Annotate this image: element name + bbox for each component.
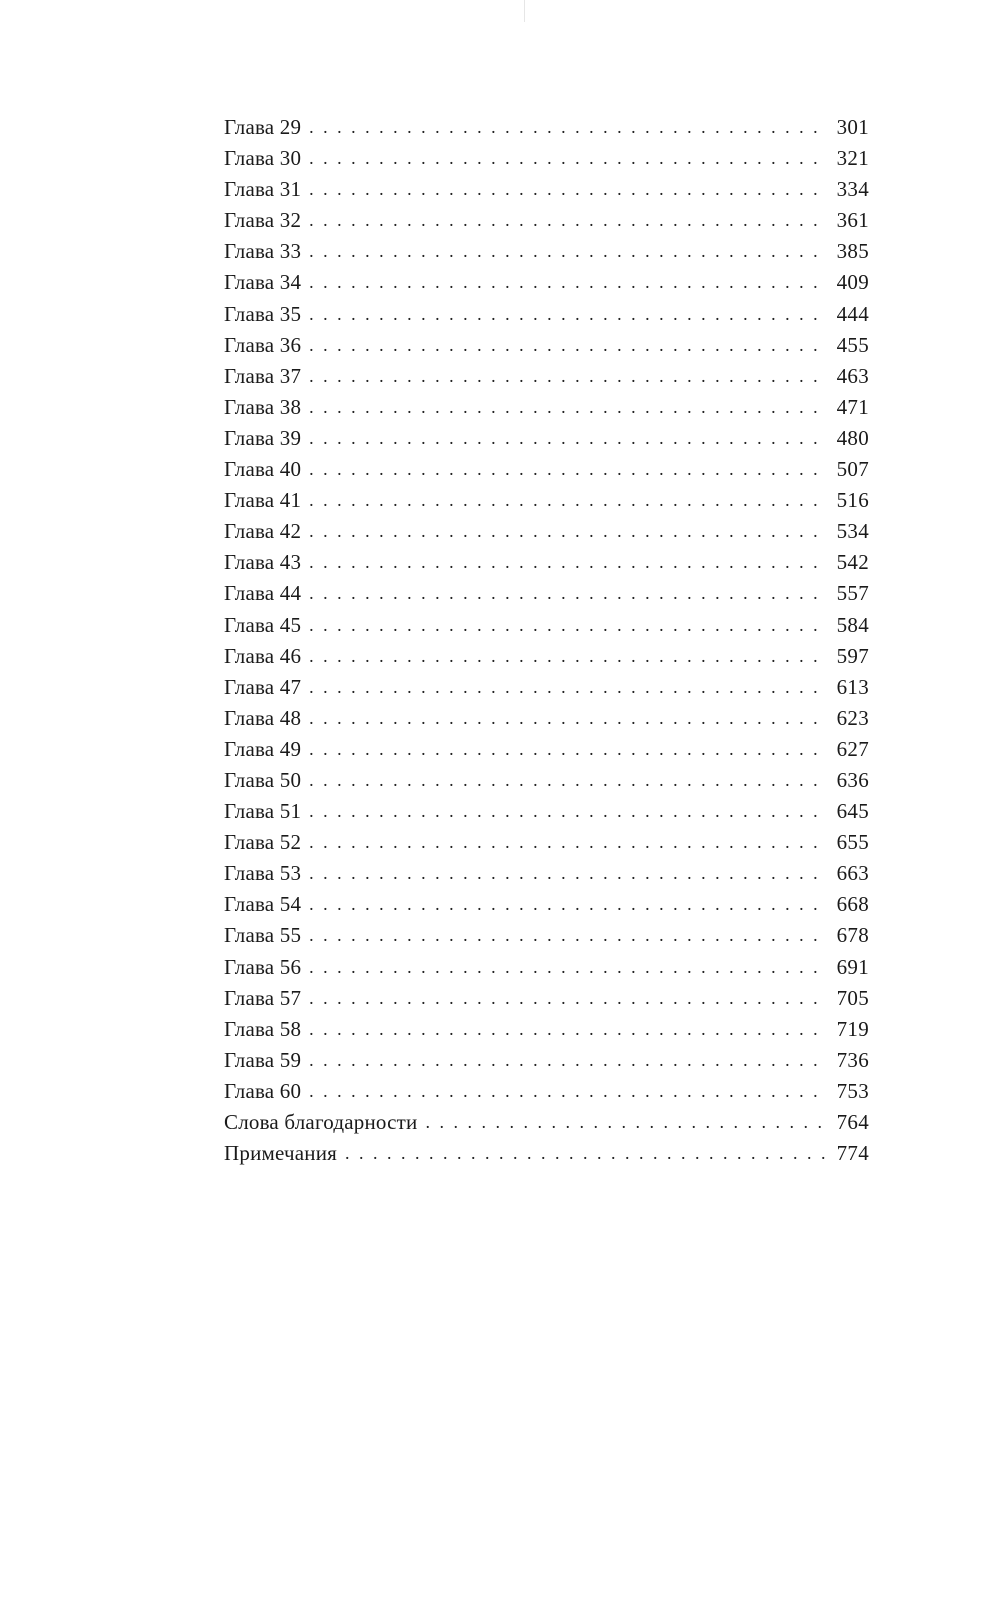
toc-entry-page-number: 334 [836, 177, 869, 202]
toc-entry-page-number: 753 [836, 1078, 869, 1103]
toc-entry-page-number: 361 [836, 208, 869, 233]
toc-entry-title: Глава 48 [224, 705, 302, 730]
dot-leader [309, 765, 825, 796]
toc-entry [224, 174, 869, 205]
toc-entry-title: Глава 38 [224, 394, 302, 419]
dot-leader [309, 516, 825, 547]
toc-entry-page-number: 557 [836, 581, 869, 606]
dot-leader [345, 1138, 825, 1169]
dot-leader [309, 827, 825, 858]
toc-entry [224, 392, 869, 423]
toc-entry [224, 516, 869, 547]
toc-entry-title: Глава 58 [224, 1016, 302, 1041]
toc-entry-title: Глава 56 [224, 954, 302, 979]
dot-leader [309, 983, 825, 1014]
toc-entry-page-number: 636 [836, 767, 869, 792]
dot-leader [309, 485, 825, 516]
toc-entry [224, 485, 869, 516]
toc-entry [224, 299, 869, 330]
toc-entry-title: Глава 57 [224, 985, 302, 1010]
toc-entry [224, 1076, 869, 1107]
dot-leader [309, 299, 825, 330]
toc-entry-page-number: 455 [836, 332, 869, 357]
toc-entry-page-number: 385 [836, 239, 869, 264]
toc-entry-title: Глава 47 [224, 674, 302, 699]
toc-entry-title: Глава 31 [224, 177, 302, 202]
toc-entry-page-number: 534 [836, 519, 869, 544]
toc-entry [224, 952, 869, 983]
toc-entry [224, 889, 869, 920]
toc-entry [224, 641, 869, 672]
toc-entry-page-number: 774 [836, 1141, 869, 1166]
toc-entry-title: Глава 44 [224, 581, 302, 606]
dot-leader [309, 361, 825, 392]
toc-entry-page-number: 663 [836, 861, 869, 886]
dot-leader [309, 547, 825, 578]
toc-entry [224, 361, 869, 392]
dot-leader [309, 796, 825, 827]
dot-leader [309, 143, 825, 174]
toc-entry [224, 858, 869, 889]
dot-leader [309, 578, 825, 609]
toc-entry-title: Глава 54 [224, 892, 302, 917]
toc-entry [224, 672, 869, 703]
toc-entry [224, 205, 869, 236]
toc-entry-page-number: 719 [836, 1016, 869, 1041]
toc-entry-title: Глава 39 [224, 425, 302, 450]
toc-entry [224, 112, 869, 143]
toc-entry-title: Глава 40 [224, 457, 302, 482]
toc-entry [224, 703, 869, 734]
toc-entry-page-number: 409 [836, 270, 869, 295]
toc-entry-page-number: 668 [836, 892, 869, 917]
toc-entry-title: Глава 55 [224, 923, 302, 948]
toc-entry [224, 610, 869, 641]
dot-leader [309, 1014, 825, 1045]
toc-entry [224, 454, 869, 485]
toc-entry-page-number: 542 [836, 550, 869, 575]
toc-entry [224, 765, 869, 796]
dot-leader [309, 267, 825, 298]
toc-entry-title: Глава 52 [224, 830, 302, 855]
toc-entry-page-number: 463 [836, 363, 869, 388]
toc-entry [224, 267, 869, 298]
toc-entry-page-number: 597 [836, 643, 869, 668]
toc-entry-title: Глава 59 [224, 1047, 302, 1072]
toc-entry-title: Глава 32 [224, 208, 302, 233]
toc-entry-page-number: 645 [836, 799, 869, 824]
toc-entry-page-number: 691 [836, 954, 869, 979]
toc-entry-title: Глава 46 [224, 643, 302, 668]
toc-entry-title: Глава 60 [224, 1078, 302, 1103]
dot-leader [309, 920, 825, 951]
toc-entry [224, 578, 869, 609]
toc-entry-title: Глава 35 [224, 301, 302, 326]
dot-leader [309, 952, 825, 983]
toc-entry-title: Глава 50 [224, 767, 302, 792]
toc-entry [224, 1045, 869, 1076]
toc-entry [224, 796, 869, 827]
toc-entry-title: Глава 36 [224, 332, 302, 357]
toc-entry-title: Глава 34 [224, 270, 302, 295]
toc-entry-title: Слова благодарности [224, 1110, 418, 1134]
dot-leader [309, 236, 825, 267]
dot-leader [309, 641, 825, 672]
toc-entry [224, 1107, 869, 1138]
toc-entry-page-number: 764 [836, 1110, 869, 1134]
dot-leader [309, 392, 825, 423]
dot-leader [309, 454, 825, 485]
toc-entry-title: Глава 33 [224, 239, 302, 264]
toc-entry-page-number: 471 [836, 394, 869, 419]
dot-leader [309, 112, 825, 143]
toc-entry [224, 423, 869, 454]
toc-entry-page-number: 705 [836, 985, 869, 1010]
toc-entry-page-number: 321 [836, 146, 869, 171]
dot-leader [309, 889, 825, 920]
dot-leader [309, 734, 825, 765]
toc-entry [224, 734, 869, 765]
toc-entry [224, 827, 869, 858]
toc-entry-page-number: 736 [836, 1047, 869, 1072]
toc-entry-title: Глава 53 [224, 861, 302, 886]
dot-leader [425, 1107, 825, 1138]
toc-entry-page-number: 584 [836, 612, 869, 637]
toc-entry [224, 330, 869, 361]
toc-entry [224, 143, 869, 174]
toc-entry-title: Глава 37 [224, 363, 302, 388]
toc-entry-page-number: 627 [836, 736, 869, 761]
toc-entry-page-number: 613 [836, 674, 869, 699]
dot-leader [309, 703, 825, 734]
toc-entry [224, 1138, 869, 1169]
dot-leader [309, 672, 825, 703]
dot-leader [309, 1045, 825, 1076]
table-of-contents [224, 112, 869, 1169]
dot-leader [309, 1076, 825, 1107]
toc-entry-title: Глава 29 [224, 115, 302, 139]
toc-entry-page-number: 516 [836, 488, 869, 513]
scan-artifact [524, 0, 525, 22]
dot-leader [309, 423, 825, 454]
toc-entry-title: Примечания [224, 1141, 338, 1166]
toc-entry-title: Глава 45 [224, 612, 302, 637]
toc-entry-page-number: 507 [836, 457, 869, 482]
dot-leader [309, 205, 825, 236]
toc-entry [224, 236, 869, 267]
toc-entry-title: Глава 30 [224, 146, 302, 171]
toc-entry [224, 1014, 869, 1045]
toc-entry-title: Глава 49 [224, 736, 302, 761]
dot-leader [309, 858, 825, 889]
toc-entry [224, 547, 869, 578]
toc-entry-page-number: 623 [836, 705, 869, 730]
toc-entry-title: Глава 51 [224, 799, 302, 824]
dot-leader [309, 330, 825, 361]
toc-entry-title: Глава 42 [224, 519, 302, 544]
toc-entry-page-number: 301 [836, 115, 869, 139]
toc-entry-page-number: 655 [836, 830, 869, 855]
toc-entry [224, 920, 869, 951]
toc-entry-title: Глава 43 [224, 550, 302, 575]
toc-entry-page-number: 480 [836, 425, 869, 450]
toc-entry-page-number: 444 [836, 301, 869, 326]
dot-leader [309, 610, 825, 641]
dot-leader [309, 174, 825, 205]
toc-entry [224, 983, 869, 1014]
toc-entry-page-number: 678 [836, 923, 869, 948]
toc-entry-title: Глава 41 [224, 488, 302, 513]
